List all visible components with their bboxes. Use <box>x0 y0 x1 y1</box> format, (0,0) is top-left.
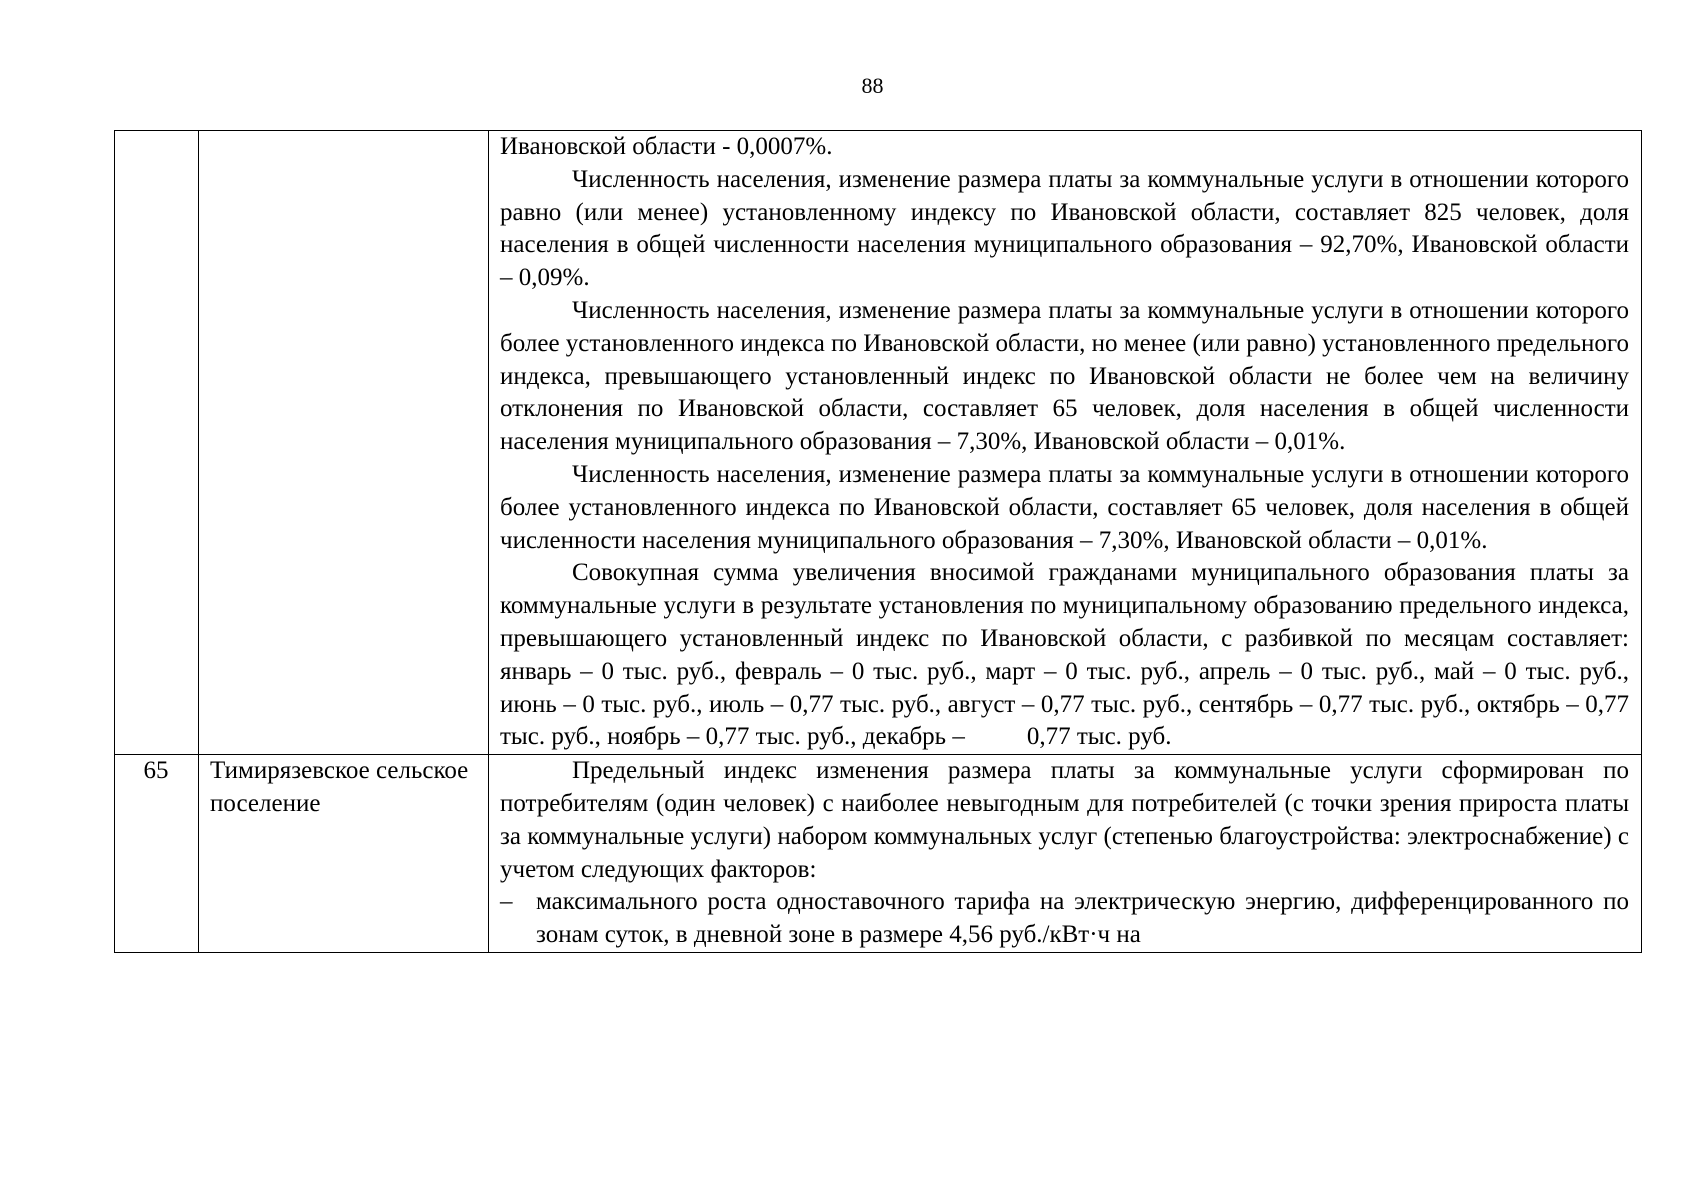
dash-marker: – <box>500 888 513 916</box>
paragraph: Численность населения, изменение размера платы за коммунальные услуги в отношении которого более установленного индекса по Ивановской области, составляет 65 человек, доля населения в общей численности населения муниципального образования – 7,30%, Ивановской области – 0,01%. <box>500 460 1629 554</box>
table-row <box>115 131 1642 755</box>
description-cell <box>489 755 1642 953</box>
document-table <box>114 130 1642 953</box>
factor-list <box>500 886 1629 952</box>
list-item-text: максимального роста одноставочного тарифа на электрическую энергию, дифференцированного по зонам суток, в дневной зоне в размере 4,56 руб./кВт·ч на <box>536 888 1629 949</box>
paragraph <box>500 557 1629 754</box>
continuation-line: Ивановской области - 0,0007%. <box>500 133 833 160</box>
paragraph: Численность населения, изменение размера платы за коммунальные услуги в отношении которого более установленного индекса по Ивановской области, но менее (или равно) установленного предельного индекса, превышающего установленный индекс по Ивановской области не более чем на величину отклонения по Ивановской области, составляет 65 человек, доля населения в общей численности населения муниципального образования – 7,30%, Ивановской области – 0,01%. <box>500 296 1629 456</box>
paragraph: Предельный индекс изменения размера платы за коммунальные услуги сформирован по потребителям (один человек) с наиболее невыгодным для потребителей (с точки зрения прироста платы за коммунальные услуги) набором коммунальных услуг (степенью благоустройства: электроснабжение) с учетом следующих факторов: <box>500 757 1629 883</box>
description-cell <box>489 131 1642 755</box>
row-number-cell: 65 <box>115 755 199 953</box>
municipality-name-cell: Тимирязевское сельское поселение <box>199 755 489 953</box>
list-item <box>500 886 1629 952</box>
paragraph-text: Совокупная сумма увеличения вносимой гражданами муниципального образования платы за коммунальные услуги в результате установления по муниципальному образованию предельного индекса, превышающего установленный индекс по Ивановской области, с разбивкой по месяцам составляет: январь – 0 тыс. руб., февраль – 0 тыс. руб., март – 0 тыс. руб., апрель – 0 тыс. руб., май – 0 тыс. руб., июнь – 0 тыс. руб., июль – 0,77 тыс. руб., август – 0,77 тыс. руб., сентябрь – 0,77 тыс. руб., октябрь – 0,77 тыс. руб., ноябрь – 0,77 тыс. руб., декабрь – <box>500 559 1629 751</box>
row-number-cell <box>115 131 199 755</box>
paragraph: Численность населения, изменение размера платы за коммунальные услуги в отношении которого равно (или менее) установленному индексу по Ивановской области, составляет 825 человек, доля населения в общей численности населения муниципального образования – 92,70%, Ивановской области – 0,09%. <box>500 165 1629 292</box>
paragraph-text-end: 0,77 тыс. руб. <box>1026 723 1172 751</box>
municipality-name-cell <box>199 131 489 755</box>
table-row <box>115 755 1642 953</box>
page-number: 88 <box>861 73 884 98</box>
